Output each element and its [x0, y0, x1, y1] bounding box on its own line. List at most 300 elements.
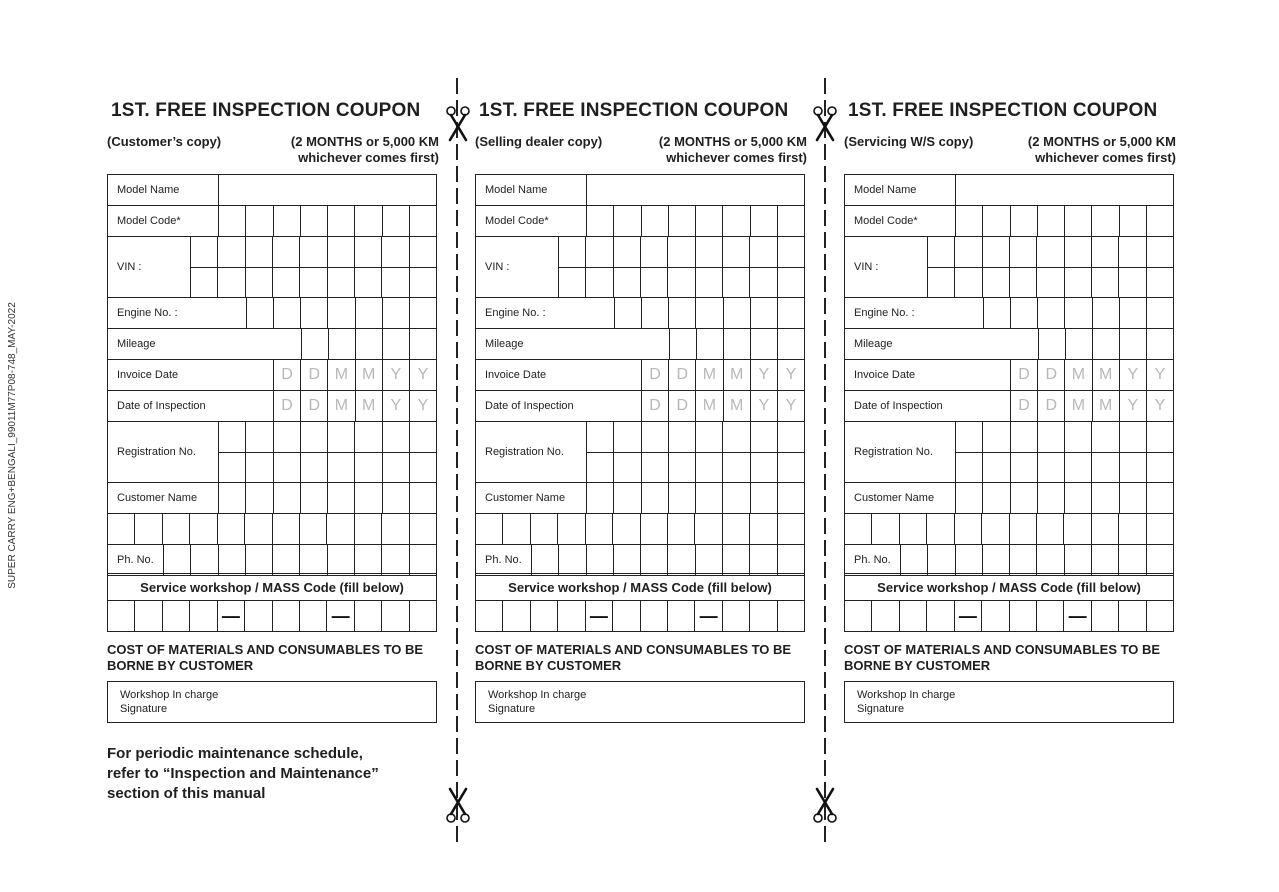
- entry-cell[interactable]: [1065, 206, 1092, 236]
- entry-cell[interactable]: [668, 601, 695, 631]
- entry-cell[interactable]: [778, 545, 804, 575]
- customer-name-continued-field[interactable]: [844, 513, 1174, 545]
- entry-cell[interactable]: [613, 601, 640, 631]
- entry-cell[interactable]: [503, 514, 530, 544]
- entry-cell[interactable]: [1093, 298, 1120, 328]
- entry-cell[interactable]: [587, 483, 614, 513]
- entry-cell[interactable]: D: [274, 360, 301, 390]
- entry-cell[interactable]: [1120, 422, 1147, 452]
- entry-cell[interactable]: [1092, 514, 1119, 544]
- entry-cell[interactable]: D: [301, 360, 328, 390]
- entry-cell[interactable]: [696, 483, 723, 513]
- entry-cell[interactable]: [1147, 514, 1173, 544]
- entry-cell[interactable]: [1147, 422, 1173, 452]
- entry-cell[interactable]: [778, 601, 804, 631]
- entry-cell[interactable]: [410, 545, 436, 575]
- model-code-field[interactable]: [844, 205, 1174, 237]
- entry-cell[interactable]: [982, 514, 1009, 544]
- entry-cell[interactable]: [751, 453, 778, 483]
- entry-cell[interactable]: D: [669, 360, 696, 390]
- entry-cell[interactable]: [476, 514, 503, 544]
- entry-cell[interactable]: [301, 483, 328, 513]
- entry-cell[interactable]: [778, 268, 804, 298]
- entry-cell[interactable]: [668, 237, 695, 267]
- model-code-field[interactable]: [107, 205, 437, 237]
- entry-cell[interactable]: D: [1011, 391, 1038, 421]
- entry-cell[interactable]: [328, 422, 355, 452]
- entry-cell[interactable]: [1038, 422, 1065, 452]
- vin-field[interactable]: [107, 236, 437, 298]
- entry-cell[interactable]: [383, 483, 410, 513]
- registration-no-field[interactable]: [475, 421, 805, 483]
- entry-cell[interactable]: [641, 237, 668, 267]
- entry-cell[interactable]: [382, 601, 409, 631]
- entry-cell[interactable]: [164, 545, 191, 575]
- entry-cell[interactable]: [245, 514, 272, 544]
- entry-cell[interactable]: M: [724, 391, 751, 421]
- entry-cell[interactable]: [1010, 268, 1037, 298]
- entry-cell[interactable]: [1120, 329, 1147, 359]
- entry-cell[interactable]: [1147, 601, 1173, 631]
- entry-cell[interactable]: [383, 206, 410, 236]
- customer-name-continued-field[interactable]: [107, 513, 437, 545]
- entry-cell[interactable]: [1092, 422, 1119, 452]
- entry-cell[interactable]: [246, 237, 273, 267]
- entry-cell[interactable]: M: [328, 391, 355, 421]
- entry-cell[interactable]: [382, 545, 409, 575]
- entry-cell[interactable]: [558, 601, 585, 631]
- entry-cell[interactable]: [956, 483, 983, 513]
- workshop-signature-box[interactable]: Workshop In charge Signature: [844, 681, 1174, 723]
- entry-cell[interactable]: [1092, 453, 1119, 483]
- entry-cell[interactable]: D: [301, 391, 328, 421]
- entry-cell[interactable]: Y: [1154, 397, 1166, 414]
- entry-cell[interactable]: [696, 298, 723, 328]
- entry-cell[interactable]: [587, 422, 614, 452]
- entry-cell[interactable]: [355, 206, 382, 236]
- entry-cell[interactable]: [668, 514, 695, 544]
- workshop-signature-box[interactable]: Workshop In charge Signature: [475, 681, 805, 723]
- entry-cell[interactable]: [956, 453, 983, 483]
- entry-cell[interactable]: [1065, 422, 1092, 452]
- entry-cell[interactable]: [246, 545, 273, 575]
- entry-cell[interactable]: [163, 514, 190, 544]
- entry-cell[interactable]: Y: [383, 360, 410, 390]
- entry-cell[interactable]: [1092, 483, 1119, 513]
- entry-cell[interactable]: [355, 514, 382, 544]
- entry-cell[interactable]: [246, 483, 273, 513]
- entry-cell[interactable]: [274, 422, 301, 452]
- entry-cell[interactable]: [669, 206, 696, 236]
- entry-cell[interactable]: [1147, 453, 1173, 483]
- entry-cell[interactable]: [273, 545, 300, 575]
- entry-cell[interactable]: D: [1038, 360, 1065, 390]
- entry-cell[interactable]: [300, 601, 327, 631]
- model-name-input[interactable]: [587, 175, 804, 205]
- entry-cell[interactable]: [1010, 514, 1037, 544]
- entry-cell[interactable]: [559, 545, 586, 575]
- entry-cell[interactable]: [696, 268, 723, 298]
- entry-cell[interactable]: [668, 545, 695, 575]
- entry-cell[interactable]: [1120, 483, 1147, 513]
- entry-cell[interactable]: [410, 298, 436, 328]
- entry-cell[interactable]: [328, 268, 355, 298]
- model-name-input[interactable]: [956, 175, 1173, 205]
- entry-cell[interactable]: [586, 514, 613, 544]
- entry-cell[interactable]: Y: [751, 391, 778, 421]
- entry-cell[interactable]: [983, 206, 1010, 236]
- entry-cell[interactable]: [724, 298, 751, 328]
- entry-cell[interactable]: [955, 237, 982, 267]
- entry-cell[interactable]: [246, 268, 273, 298]
- entry-cell[interactable]: Y: [417, 366, 429, 383]
- entry-cell[interactable]: [135, 601, 162, 631]
- entry-cell[interactable]: [696, 237, 723, 267]
- entry-cell[interactable]: [382, 237, 409, 267]
- entry-cell[interactable]: [928, 545, 955, 575]
- entry-cell[interactable]: Y: [751, 360, 778, 390]
- entry-cell[interactable]: [778, 453, 804, 483]
- entry-cell[interactable]: [1147, 268, 1173, 298]
- entry-cell[interactable]: [302, 329, 329, 359]
- entry-cell[interactable]: [695, 514, 722, 544]
- entry-cell[interactable]: [1011, 422, 1038, 452]
- entry-cell[interactable]: [778, 422, 804, 452]
- entry-cell[interactable]: [670, 329, 697, 359]
- entry-cell[interactable]: [641, 514, 668, 544]
- entry-cell[interactable]: [219, 545, 246, 575]
- entry-cell[interactable]: [750, 514, 777, 544]
- service-code-field[interactable]: [844, 600, 1174, 632]
- entry-cell[interactable]: [1037, 268, 1064, 298]
- entry-cell[interactable]: [955, 514, 982, 544]
- entry-cell[interactable]: [1119, 545, 1146, 575]
- entry-cell[interactable]: [273, 601, 300, 631]
- ph-no-field[interactable]: [475, 544, 805, 576]
- entry-cell[interactable]: [614, 268, 641, 298]
- entry-cell[interactable]: [1092, 545, 1119, 575]
- entry-cell[interactable]: M: [356, 360, 383, 390]
- entry-cell[interactable]: —: [695, 601, 722, 631]
- entry-cell[interactable]: [778, 483, 804, 513]
- entry-cell[interactable]: [1092, 601, 1119, 631]
- entry-cell[interactable]: [135, 514, 162, 544]
- entry-cell[interactable]: [642, 422, 669, 452]
- entry-cell[interactable]: [356, 298, 383, 328]
- entry-cell[interactable]: [558, 514, 585, 544]
- entry-cell[interactable]: [274, 298, 301, 328]
- entry-cell[interactable]: Y: [1154, 366, 1166, 383]
- entry-cell[interactable]: [1037, 545, 1064, 575]
- entry-cell[interactable]: [1065, 268, 1092, 298]
- invoice-date-field[interactable]: [475, 359, 805, 391]
- entry-cell[interactable]: [872, 514, 899, 544]
- entry-cell[interactable]: M: [1065, 391, 1092, 421]
- entry-cell[interactable]: [901, 545, 928, 575]
- entry-cell[interactable]: M: [696, 360, 723, 390]
- engine-no-field[interactable]: [475, 297, 805, 329]
- entry-cell[interactable]: D: [642, 391, 669, 421]
- entry-cell[interactable]: [190, 601, 217, 631]
- entry-cell[interactable]: [928, 237, 955, 267]
- entry-cell[interactable]: [383, 329, 410, 359]
- entry-cell[interactable]: [669, 422, 696, 452]
- entry-cell[interactable]: [956, 206, 983, 236]
- entry-cell[interactable]: [723, 237, 750, 267]
- entry-cell[interactable]: [955, 268, 982, 298]
- invoice-date-field[interactable]: [107, 359, 437, 391]
- entry-cell[interactable]: [696, 545, 723, 575]
- entry-cell[interactable]: Y: [1120, 360, 1147, 390]
- entry-cell[interactable]: [751, 483, 778, 513]
- entry-cell[interactable]: [410, 206, 436, 236]
- entry-cell[interactable]: [696, 206, 723, 236]
- service-code-field[interactable]: [107, 600, 437, 632]
- entry-cell[interactable]: [778, 298, 804, 328]
- entry-cell[interactable]: [845, 601, 872, 631]
- entry-cell[interactable]: [750, 545, 777, 575]
- entry-cell[interactable]: [724, 329, 751, 359]
- entry-cell[interactable]: [1011, 298, 1038, 328]
- entry-cell[interactable]: M: [724, 360, 751, 390]
- entry-cell[interactable]: [1039, 329, 1066, 359]
- entry-cell[interactable]: [301, 422, 328, 452]
- entry-cell[interactable]: M: [1093, 391, 1120, 421]
- entry-cell[interactable]: [778, 514, 804, 544]
- entry-cell[interactable]: [328, 237, 355, 267]
- entry-cell[interactable]: [163, 601, 190, 631]
- entry-cell[interactable]: D: [1038, 391, 1065, 421]
- model-name-input[interactable]: [219, 175, 436, 205]
- entry-cell[interactable]: [1064, 514, 1091, 544]
- entry-cell[interactable]: M: [1065, 360, 1092, 390]
- entry-cell[interactable]: [587, 453, 614, 483]
- entry-cell[interactable]: [1065, 545, 1092, 575]
- registration-no-field[interactable]: [107, 421, 437, 483]
- entry-cell[interactable]: [382, 514, 409, 544]
- entry-cell[interactable]: [503, 601, 530, 631]
- entry-cell[interactable]: [247, 298, 274, 328]
- entry-cell[interactable]: [614, 545, 641, 575]
- entry-cell[interactable]: [669, 453, 696, 483]
- entry-cell[interactable]: M: [328, 360, 355, 390]
- entry-cell[interactable]: [383, 453, 410, 483]
- entry-cell[interactable]: [983, 483, 1010, 513]
- entry-cell[interactable]: [218, 237, 245, 267]
- entry-cell[interactable]: [1092, 237, 1119, 267]
- entry-cell[interactable]: [300, 514, 327, 544]
- entry-cell[interactable]: [108, 601, 135, 631]
- entry-cell[interactable]: [355, 453, 382, 483]
- date-of-inspection-field[interactable]: [475, 390, 805, 422]
- entry-cell[interactable]: [1011, 206, 1038, 236]
- entry-cell[interactable]: [1147, 298, 1173, 328]
- entry-cell[interactable]: [301, 298, 328, 328]
- entry-cell[interactable]: [900, 514, 927, 544]
- entry-cell[interactable]: [246, 422, 273, 452]
- entry-cell[interactable]: D: [669, 391, 696, 421]
- entry-cell[interactable]: [245, 601, 272, 631]
- entry-cell[interactable]: [751, 206, 778, 236]
- entry-cell[interactable]: [614, 422, 641, 452]
- entry-cell[interactable]: [476, 601, 503, 631]
- entry-cell[interactable]: [956, 422, 983, 452]
- entry-cell[interactable]: [750, 601, 777, 631]
- entry-cell[interactable]: [410, 453, 436, 483]
- entry-cell[interactable]: [614, 453, 641, 483]
- entry-cell[interactable]: [191, 237, 218, 267]
- entry-cell[interactable]: [301, 453, 328, 483]
- entry-cell[interactable]: D: [642, 360, 669, 390]
- entry-cell[interactable]: [219, 483, 246, 513]
- entry-cell[interactable]: [383, 422, 410, 452]
- entry-cell[interactable]: [531, 601, 558, 631]
- engine-no-field[interactable]: [107, 297, 437, 329]
- entry-cell[interactable]: [1010, 545, 1037, 575]
- customer-name-field[interactable]: [844, 482, 1174, 514]
- entry-cell[interactable]: [191, 268, 218, 298]
- engine-no-field[interactable]: [844, 297, 1174, 329]
- entry-cell[interactable]: [1120, 206, 1147, 236]
- entry-cell[interactable]: [723, 206, 750, 236]
- entry-cell[interactable]: [1010, 237, 1037, 267]
- entry-cell[interactable]: [410, 268, 436, 298]
- entry-cell[interactable]: [1038, 453, 1065, 483]
- entry-cell[interactable]: [273, 268, 300, 298]
- entry-cell[interactable]: [328, 298, 355, 328]
- entry-cell[interactable]: D: [274, 391, 301, 421]
- entry-cell[interactable]: M: [1093, 360, 1120, 390]
- entry-cell[interactable]: [355, 422, 382, 452]
- entry-cell[interactable]: [355, 545, 382, 575]
- entry-cell[interactable]: [1120, 453, 1147, 483]
- entry-cell[interactable]: [410, 422, 436, 452]
- entry-cell[interactable]: [355, 237, 382, 267]
- entry-cell[interactable]: [669, 298, 696, 328]
- entry-cell[interactable]: D: [1011, 360, 1038, 390]
- entry-cell[interactable]: [1038, 206, 1065, 236]
- entry-cell[interactable]: [218, 514, 245, 544]
- entry-cell[interactable]: [587, 545, 614, 575]
- entry-cell[interactable]: [669, 483, 696, 513]
- entry-cell[interactable]: [641, 601, 668, 631]
- entry-cell[interactable]: [642, 453, 669, 483]
- entry-cell[interactable]: [328, 545, 355, 575]
- entry-cell[interactable]: Y: [785, 366, 797, 383]
- entry-cell[interactable]: [750, 268, 777, 298]
- entry-cell[interactable]: [1147, 545, 1173, 575]
- mileage-field[interactable]: [844, 328, 1174, 360]
- entry-cell[interactable]: —: [218, 601, 245, 631]
- entry-cell[interactable]: —: [327, 601, 354, 631]
- entry-cell[interactable]: [927, 514, 954, 544]
- entry-cell[interactable]: [219, 422, 246, 452]
- entry-cell[interactable]: [845, 514, 872, 544]
- entry-cell[interactable]: [531, 514, 558, 544]
- entry-cell[interactable]: Y: [785, 397, 797, 414]
- entry-cell[interactable]: [696, 453, 723, 483]
- mileage-field[interactable]: [107, 328, 437, 360]
- entry-cell[interactable]: [108, 514, 135, 544]
- entry-cell[interactable]: [559, 268, 586, 298]
- entry-cell[interactable]: [723, 422, 750, 452]
- entry-cell[interactable]: [1147, 237, 1173, 267]
- entry-cell[interactable]: [751, 298, 778, 328]
- entry-cell[interactable]: [927, 601, 954, 631]
- entry-cell[interactable]: [383, 298, 410, 328]
- entry-cell[interactable]: [1065, 298, 1092, 328]
- entry-cell[interactable]: [559, 237, 586, 267]
- entry-cell[interactable]: [900, 601, 927, 631]
- entry-cell[interactable]: Y: [1120, 391, 1147, 421]
- model-code-field[interactable]: [475, 205, 805, 237]
- entry-cell[interactable]: [751, 422, 778, 452]
- entry-cell[interactable]: [327, 514, 354, 544]
- entry-cell[interactable]: [723, 483, 750, 513]
- entry-cell[interactable]: [328, 206, 355, 236]
- model-name-field[interactable]: [475, 174, 805, 206]
- entry-cell[interactable]: [329, 329, 356, 359]
- entry-cell[interactable]: [697, 329, 724, 359]
- entry-cell[interactable]: [642, 298, 669, 328]
- customer-name-continued-field[interactable]: [475, 513, 805, 545]
- entry-cell[interactable]: [410, 237, 436, 267]
- date-of-inspection-field[interactable]: [844, 390, 1174, 422]
- entry-cell[interactable]: [410, 483, 436, 513]
- entry-cell[interactable]: [778, 206, 804, 236]
- entry-cell[interactable]: [301, 206, 328, 236]
- entry-cell[interactable]: [587, 206, 614, 236]
- entry-cell[interactable]: —: [955, 601, 982, 631]
- entry-cell[interactable]: [983, 237, 1010, 267]
- entry-cell[interactable]: [641, 545, 668, 575]
- entry-cell[interactable]: M: [696, 391, 723, 421]
- entry-cell[interactable]: [1119, 514, 1146, 544]
- entry-cell[interactable]: [586, 237, 613, 267]
- service-code-field[interactable]: [475, 600, 805, 632]
- entry-cell[interactable]: [328, 483, 355, 513]
- entry-cell[interactable]: [1147, 329, 1173, 359]
- entry-cell[interactable]: [355, 268, 382, 298]
- vin-field[interactable]: [475, 236, 805, 298]
- entry-cell[interactable]: Y: [383, 391, 410, 421]
- entry-cell[interactable]: [723, 268, 750, 298]
- entry-cell[interactable]: [1092, 206, 1119, 236]
- entry-cell[interactable]: [273, 514, 300, 544]
- entry-cell[interactable]: [328, 453, 355, 483]
- entry-cell[interactable]: [1065, 483, 1092, 513]
- entry-cell[interactable]: [586, 268, 613, 298]
- entry-cell[interactable]: [642, 483, 669, 513]
- entry-cell[interactable]: [751, 329, 778, 359]
- entry-cell[interactable]: [1147, 483, 1173, 513]
- entry-cell[interactable]: [1066, 329, 1093, 359]
- entry-cell[interactable]: [778, 237, 804, 267]
- entry-cell[interactable]: [1038, 483, 1065, 513]
- entry-cell[interactable]: [984, 298, 1011, 328]
- date-of-inspection-field[interactable]: [107, 390, 437, 422]
- customer-name-field[interactable]: [475, 482, 805, 514]
- entry-cell[interactable]: [983, 268, 1010, 298]
- entry-cell[interactable]: [723, 545, 750, 575]
- entry-cell[interactable]: [696, 422, 723, 452]
- entry-cell[interactable]: [928, 268, 955, 298]
- entry-cell[interactable]: [723, 601, 750, 631]
- entry-cell[interactable]: [1011, 453, 1038, 483]
- entry-cell[interactable]: [1037, 237, 1064, 267]
- entry-cell[interactable]: M: [356, 391, 383, 421]
- entry-cell[interactable]: [410, 601, 436, 631]
